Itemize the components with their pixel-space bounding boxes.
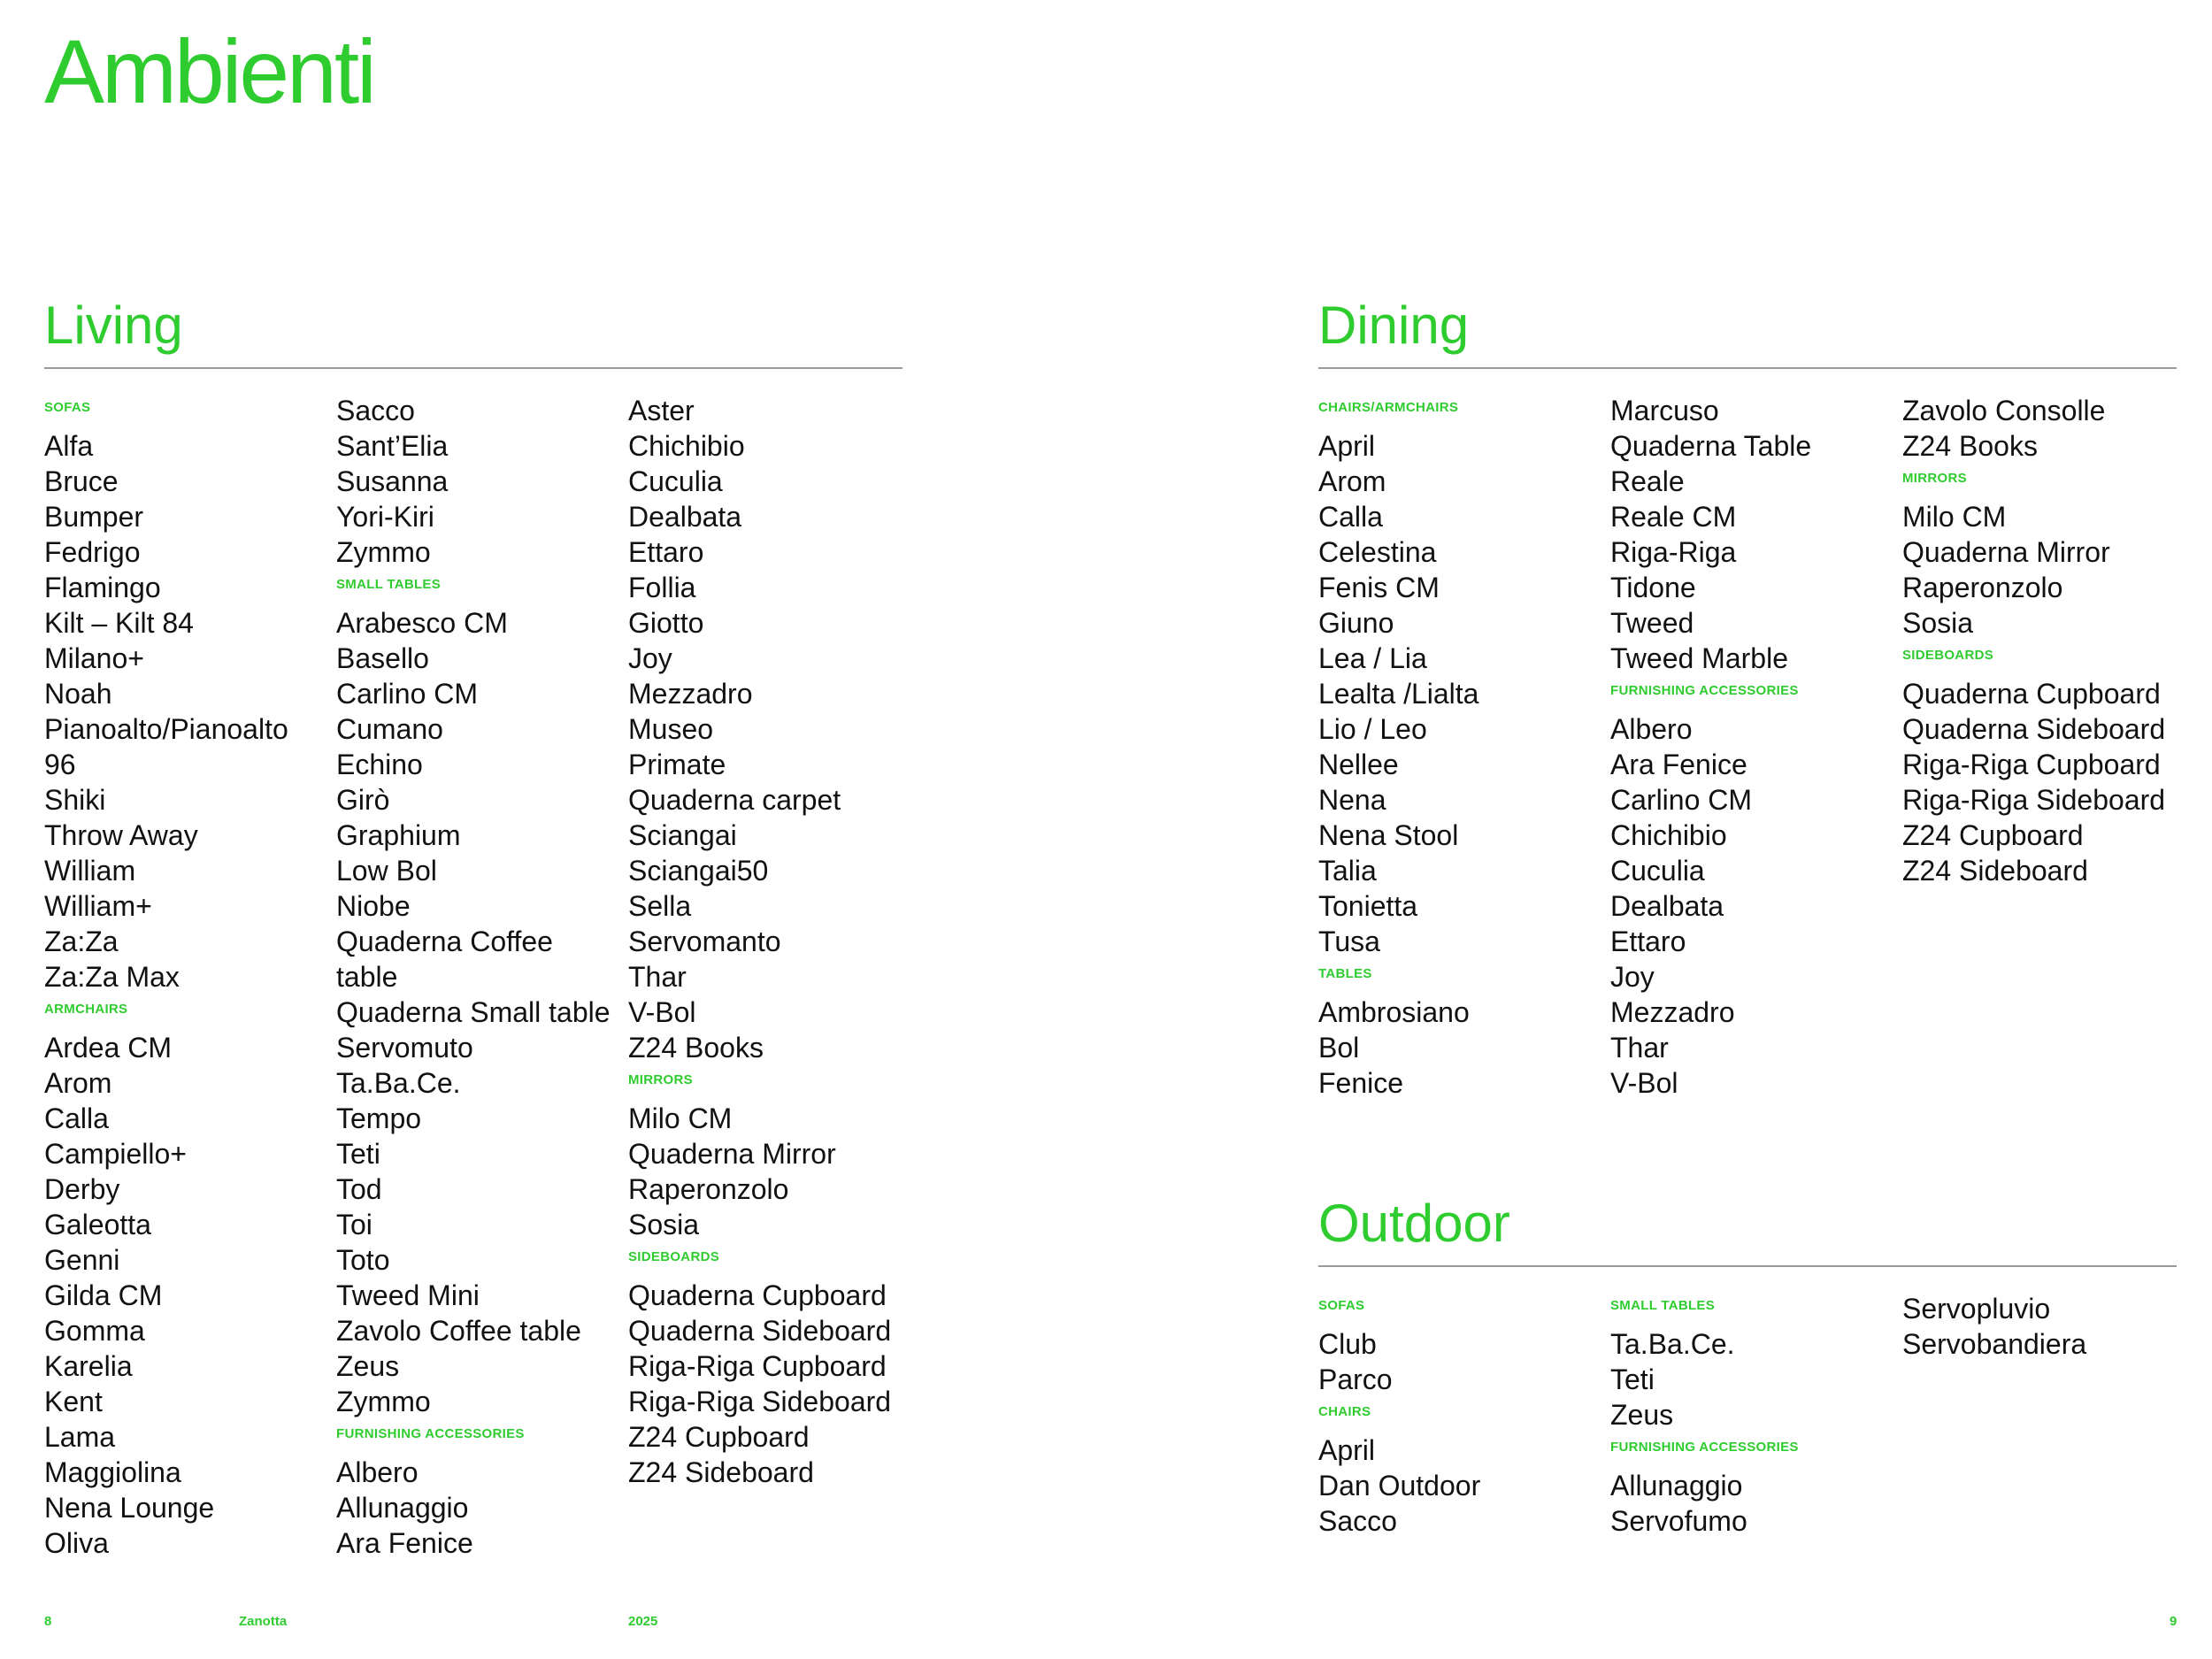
category-label: CHAIRS/ARMCHAIRS <box>1318 400 1459 415</box>
product-item: Joy <box>1610 961 1655 993</box>
outdoor-column-1 <box>1318 1291 1601 1539</box>
product-item: V-Bol <box>1610 1067 1678 1099</box>
product-item: Thar <box>628 961 687 993</box>
product-item: William <box>44 855 136 887</box>
product-item: Tweed <box>1610 607 1694 639</box>
product-item: Basello <box>336 642 429 674</box>
product-item: Ara Fenice <box>336 1527 473 1559</box>
product-item: Sciangai50 <box>628 855 769 887</box>
product-item: Servomanto <box>628 926 781 957</box>
product-item: Gilda CM <box>44 1279 163 1311</box>
page-title: Ambienti <box>44 21 374 122</box>
product-item: Lama <box>44 1421 116 1453</box>
product-item: Sacco <box>1318 1505 1397 1537</box>
product-item: Servobandiera <box>1902 1328 2087 1360</box>
product-item: Mezzadro <box>1610 996 1735 1028</box>
product-item: Z24 Books <box>628 1032 764 1064</box>
product-item: Club <box>1318 1328 1377 1360</box>
product-item: Zavolo Coffee table <box>336 1315 581 1347</box>
section-dining <box>1318 296 2177 1099</box>
product-item: Quaderna Mirror <box>1902 536 2110 568</box>
page-number-left: 8 <box>44 1614 52 1629</box>
product-item: Gomma <box>44 1315 145 1347</box>
product-item: Albero <box>1610 713 1693 745</box>
product-item: Arom <box>1318 465 1386 497</box>
product-item: Z24 Sideboard <box>1902 855 2088 887</box>
product-item: Milo CM <box>1902 501 2007 533</box>
product-item: Tempo <box>336 1102 422 1134</box>
product-item: Giuno <box>1318 607 1394 639</box>
product-item: Fenis CM <box>1318 572 1440 603</box>
living-column-2 <box>336 393 619 1561</box>
category-label: SOFAS <box>1318 1298 1365 1313</box>
category-label: TABLES <box>1318 966 1372 981</box>
product-item: Follia <box>628 572 696 603</box>
product-item: Ardea CM <box>44 1032 173 1064</box>
product-item: Albero <box>336 1456 419 1488</box>
category-label: SIDEBOARDS <box>628 1249 720 1264</box>
product-item: Toi <box>336 1209 373 1240</box>
product-item: Genni <box>44 1244 120 1276</box>
product-item: Allunaggio <box>336 1492 469 1524</box>
product-item: Z24 Books <box>1902 430 2038 462</box>
product-item: Fedrigo <box>44 536 141 568</box>
product-item: Graphium <box>336 819 461 851</box>
section-title-dining: Dining <box>1318 296 1470 355</box>
product-item: table <box>336 961 398 993</box>
product-item: Tweed Mini <box>336 1279 480 1311</box>
product-item: Quaderna carpet <box>628 784 841 816</box>
product-item: Nellee <box>1318 749 1399 780</box>
product-item: Galeotta <box>44 1209 151 1240</box>
category-label: FURNISHING ACCESSORIES <box>1610 683 1799 698</box>
product-item: Z24 Cupboard <box>1902 819 2084 851</box>
category-label: CHAIRS <box>1318 1404 1371 1419</box>
product-item: Thar <box>1610 1032 1669 1064</box>
product-item: Quaderna Mirror <box>628 1138 836 1170</box>
product-item: Raperonzolo <box>1902 572 2063 603</box>
product-item: V-Bol <box>628 996 696 1028</box>
product-item: Bol <box>1318 1032 1360 1064</box>
product-item: Flamingo <box>44 572 161 603</box>
product-item: Cuculia <box>1610 855 1705 887</box>
product-item: Riga-Riga Sideboard <box>628 1386 892 1417</box>
product-item: Karelia <box>44 1350 133 1382</box>
product-item: Marcuso <box>1610 395 1719 426</box>
product-item: Fenice <box>1318 1067 1404 1099</box>
product-item: Tod <box>336 1173 382 1205</box>
product-item: Zymmo <box>336 1386 431 1417</box>
product-item: Bruce <box>44 465 119 497</box>
dining-column-1 <box>1318 393 1601 1101</box>
category-label: SIDEBOARDS <box>1902 648 1994 663</box>
category-label: SMALL TABLES <box>336 577 442 592</box>
product-item: Tonietta <box>1318 890 1418 922</box>
product-item: Reale <box>1610 465 1685 497</box>
product-item: Niobe <box>336 890 411 922</box>
product-item: Zymmo <box>336 536 431 568</box>
product-item: Quaderna Sideboard <box>628 1315 892 1347</box>
product-item: Nena Stool <box>1318 819 1459 851</box>
product-item: Arabesco CM <box>336 607 508 639</box>
product-item: Aster <box>628 395 695 426</box>
product-item: Lealta /Lialta <box>1318 678 1479 710</box>
product-item: Derby <box>44 1173 120 1205</box>
product-item: Ambrosiano <box>1318 996 1470 1028</box>
product-item: Lio / Leo <box>1318 713 1427 745</box>
product-item: Mezzadro <box>628 678 753 710</box>
product-item: Nena <box>1318 784 1386 816</box>
product-item: Teti <box>336 1138 380 1170</box>
product-item: Pianoalto/Pianoalto <box>44 713 288 745</box>
product-item: Throw Away <box>44 819 198 851</box>
product-item: Chichibio <box>628 430 745 462</box>
section-living <box>44 296 902 1559</box>
product-item: Ettaro <box>1610 926 1686 957</box>
product-item: Sacco <box>336 395 415 426</box>
product-item: Za:Za Max <box>44 961 180 993</box>
product-item: Calla <box>1318 501 1383 533</box>
product-item: Celestina <box>1318 536 1437 568</box>
product-item: Dealbata <box>1610 890 1724 922</box>
product-item: Tusa <box>1318 926 1380 957</box>
product-item: Noah <box>44 678 112 710</box>
outdoor-column-2 <box>1610 1291 1893 1539</box>
living-column-3 <box>628 393 911 1490</box>
product-item: Parco <box>1318 1363 1393 1395</box>
product-item: Kent <box>44 1386 103 1417</box>
product-item: Quaderna Cupboard <box>1902 678 2161 710</box>
product-item: Campiello+ <box>44 1138 187 1170</box>
product-item: Nena Lounge <box>44 1492 215 1524</box>
section-outdoor <box>1318 1194 2177 1537</box>
product-item: Ta.Ba.Ce. <box>336 1067 461 1099</box>
product-item: Za:Za <box>44 926 119 957</box>
product-item: Kilt – Kilt 84 <box>44 607 194 639</box>
dining-column-2 <box>1610 393 1893 1101</box>
product-item: Z24 Cupboard <box>628 1421 810 1453</box>
product-item: Sosia <box>628 1209 700 1240</box>
product-item: Quaderna Sideboard <box>1902 713 2166 745</box>
product-item: Echino <box>336 749 423 780</box>
product-item: Sella <box>628 890 692 922</box>
footer-brand: Zanotta <box>239 1614 288 1629</box>
product-item: Carlino CM <box>1610 784 1753 816</box>
product-item: Chichibio <box>1610 819 1727 851</box>
section-divider <box>1318 367 2177 369</box>
product-item: Oliva <box>44 1527 109 1559</box>
product-item: Teti <box>1610 1363 1655 1395</box>
product-item: Low Bol <box>336 855 437 887</box>
product-item: Maggiolina <box>44 1456 181 1488</box>
product-item: Riga-Riga Sideboard <box>1902 784 2166 816</box>
product-item: Quaderna Table <box>1610 430 1812 462</box>
category-label: SMALL TABLES <box>1610 1298 1716 1313</box>
category-label: FURNISHING ACCESSORIES <box>1610 1440 1799 1455</box>
product-item: Servofumo <box>1610 1505 1747 1537</box>
product-item: Riga-Riga Cupboard <box>1902 749 2161 780</box>
product-item: Museo <box>628 713 714 745</box>
living-column-1 <box>44 393 327 1561</box>
product-item: Ta.Ba.Ce. <box>1610 1328 1735 1360</box>
category-label: MIRRORS <box>628 1072 693 1087</box>
product-item: April <box>1318 430 1376 462</box>
product-item: Reale CM <box>1610 501 1737 533</box>
product-item: Z24 Sideboard <box>628 1456 814 1488</box>
product-item: Milo CM <box>628 1102 733 1134</box>
product-item: Girò <box>336 784 390 816</box>
product-item: Shiki <box>44 784 106 816</box>
product-item: Susanna <box>336 465 449 497</box>
product-item: Carlino CM <box>336 678 479 710</box>
product-item: Primate <box>628 749 726 780</box>
product-item: Tidone <box>1610 572 1696 603</box>
product-item: Milano+ <box>44 642 144 674</box>
dining-column-3 <box>1902 393 2185 888</box>
product-item: Ettaro <box>628 536 704 568</box>
product-item: Sciangai <box>628 819 737 851</box>
product-item: Zeus <box>336 1350 400 1382</box>
product-item: Riga-Riga <box>1610 536 1737 568</box>
product-item: Quaderna Cupboard <box>628 1279 887 1311</box>
product-item: Lea / Lia <box>1318 642 1427 674</box>
section-divider <box>1318 1265 2177 1267</box>
outdoor-column-3 <box>1902 1291 2185 1362</box>
product-item: Dan Outdoor <box>1318 1470 1481 1502</box>
product-item: Yori-Kiri <box>336 501 434 533</box>
product-item: 96 <box>44 749 76 780</box>
product-item: April <box>1318 1434 1376 1466</box>
section-divider <box>44 367 902 369</box>
product-item: Alfa <box>44 430 94 462</box>
section-title-outdoor: Outdoor <box>1318 1194 1510 1253</box>
product-item: Cumano <box>336 713 443 745</box>
category-label: MIRRORS <box>1902 471 1967 486</box>
product-item: Sant’Elia <box>336 430 449 462</box>
product-item: Joy <box>628 642 672 674</box>
product-item: Zeus <box>1610 1399 1674 1431</box>
category-label: FURNISHING ACCESSORIES <box>336 1426 525 1441</box>
section-title-living: Living <box>44 296 183 355</box>
product-item: Giotto <box>628 607 704 639</box>
product-item: Bumper <box>44 501 144 533</box>
product-item: Tweed Marble <box>1610 642 1788 674</box>
product-item: Sosia <box>1902 607 1974 639</box>
product-item: Cuculia <box>628 465 723 497</box>
product-item: Riga-Riga Cupboard <box>628 1350 887 1382</box>
category-label: ARMCHAIRS <box>44 1002 128 1017</box>
product-item: Quaderna Coffee <box>336 926 553 957</box>
product-item: Raperonzolo <box>628 1173 789 1205</box>
product-item: Talia <box>1318 855 1377 887</box>
product-item: Toto <box>336 1244 390 1276</box>
product-item: Servopluvio <box>1902 1293 2051 1325</box>
product-item: Ara Fenice <box>1610 749 1747 780</box>
product-item: Servomuto <box>336 1032 473 1064</box>
page-number-right: 9 <box>2170 1614 2177 1629</box>
product-item: Arom <box>44 1067 112 1099</box>
category-label: SOFAS <box>44 400 91 415</box>
footer-year: 2025 <box>628 1614 658 1629</box>
product-item: Zavolo Consolle <box>1902 395 2106 426</box>
product-item: Allunaggio <box>1610 1470 1743 1502</box>
product-item: Calla <box>44 1102 109 1134</box>
product-item: William+ <box>44 890 152 922</box>
product-item: Quaderna Small table <box>336 996 611 1028</box>
product-item: Dealbata <box>628 501 742 533</box>
